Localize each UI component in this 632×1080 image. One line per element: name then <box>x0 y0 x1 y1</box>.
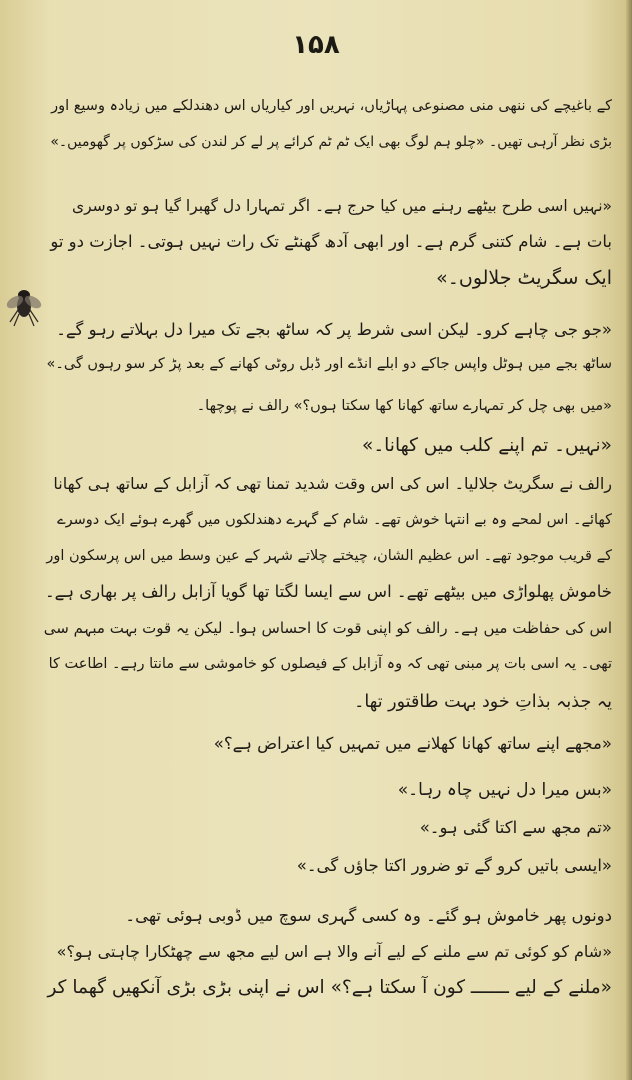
text-line: ایک سگریٹ جلالوں۔» <box>436 267 612 289</box>
text-line: اس کی حفاظت میں ہے۔ رالف کو اپنی قوت کا احساس ہوا۔ لیکن یہ قوت بہت مبہم سی <box>43 619 612 637</box>
text-line: «ایسی باتیں کرو گے تو ضرور اکتا جاؤں گی۔» <box>296 856 612 875</box>
text-line: تھی۔ یہ اسی بات پر مبنی تھی کہ وہ آزابل کے فیصلوں کو خاموشی سے مانتا رہے۔ اطاعت کا <box>48 656 612 672</box>
fly-image <box>4 282 44 328</box>
text-line: «نہیں اسی طرح بیٹھے رہنے میں کیا حرج ہے۔ اگر تمہارا دل گھبرا گیا ہو تو دوسری <box>71 197 612 215</box>
text-line: «جو جی چاہے کرو۔ لیکن اسی شرط پر کہ ساٹھ بجے تک میرا دل بہلاتے رہو گے۔ <box>56 320 612 339</box>
text-line: کھائے۔ اس لمحے وہ بے انتہا خوش تھے۔ شام کے گہرے دھندلکوں میں گھرے ہوئے ایک دوسرے <box>57 512 612 528</box>
text-line: «ملنے کے لیے ـــــــ کون آ سکتا ہے؟» اس نے اپنی بڑی بڑی آنکھیں گھما کر <box>47 977 612 998</box>
page-edge-shadow <box>626 0 632 1080</box>
text-line: «میں بھی چل کر تمہارے ساتھ کھانا کھا سکتا ہوں؟» رالف نے پوچھا۔ <box>196 398 612 414</box>
text-line: «مجھے اپنے ساتھ کھانا کھلانے میں تمہیں کیا اعتراض ہے؟» <box>213 734 612 753</box>
text-line: «شام کو کوئی تم سے ملنے کے لیے آنے والا ہے اس لیے مجھ سے چھٹکارا چاہتی ہو؟» <box>56 942 612 961</box>
text-line: رالف نے سگریٹ جلالیا۔ اس کی اس وقت شدید تمنا تھی کہ آزابل کے ساتھ ہی کھانا <box>53 474 612 493</box>
text-line: «نہیں۔ تم اپنے کلب میں کھانا۔» <box>362 435 612 456</box>
text-line: «بس میرا دل نہیں چاہ رہا۔» <box>398 780 612 800</box>
text-line: بڑی نظر آرہی تھیں۔ «چلو ہم لوگ بھی ایک ٹم ٹم کرائے پر لے کر لندن کی سڑکوں پر گھومیں۔» <box>50 134 612 150</box>
text-line: کے قریب موجود تھے۔ اس عظیم الشان، چیختے چلاتے شہر کے عین وسط میں اس پرسکون اور <box>46 548 612 564</box>
text-line: ساٹھ بجے میں ہوٹل واپس جاکے دو ابلے انڈے اور ڈبل روٹی کھانے کے بعد پڑ کر سو رہوں گی۔» <box>46 356 612 372</box>
text-line: بات ہے۔ شام کتنی گرم ہے۔ اور ابھی آدھ گھنٹے تک رات نہیں ہوتی۔ اجازت دو تو <box>50 232 612 251</box>
page-number: ۱۵۸ <box>292 30 340 60</box>
text-line: خاموش پھلواڑی میں بیٹھے تھے۔ اس سے ایسا لگتا تھا گویا آزابل رالف پر بھاری ہے۔ <box>45 582 612 601</box>
text-line: «تم مجھ سے اکتا گئی ہو۔» <box>419 818 612 837</box>
text-line: یہ جذبہ بذاتِ خود بہت طاقتور تھا۔ <box>354 692 612 712</box>
text-line: دونوں پھر خاموش ہو گئے۔ وہ کسی گہری سوچ میں ڈوبی ہوئی تھی۔ <box>125 906 612 925</box>
text-line: کے باغیچے کی ننھی منی مصنوعی پہاڑیاں، نہریں اور کیاریاں اس دھندلکے میں زیادہ وسیع اور <box>51 98 612 114</box>
